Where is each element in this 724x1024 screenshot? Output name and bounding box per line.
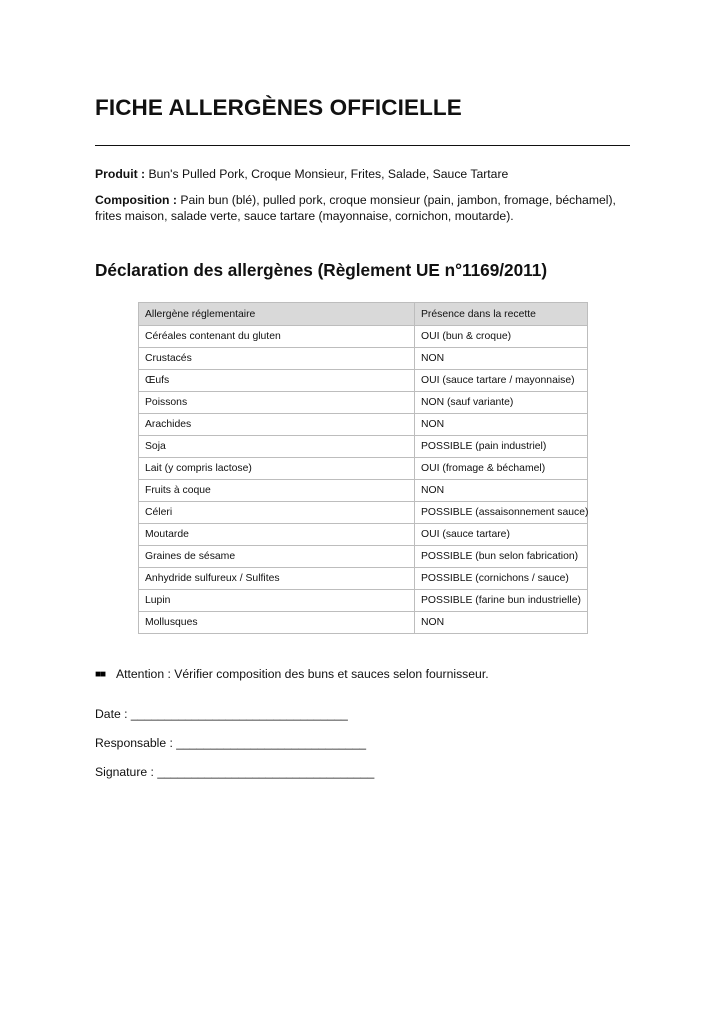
allergen-name-cell: Crustacés [139,348,415,370]
allergen-presence-cell: OUI (sauce tartare) [415,524,588,546]
allergen-presence-cell: NON [415,480,588,502]
composition-line [95,192,635,224]
produit-label: Produit : [95,167,146,181]
allergen-name-cell: Soja [139,436,415,458]
table-row [139,590,588,612]
signature-field: Signature : ________________________________ [95,765,375,779]
allergen-name-cell: Arachides [139,414,415,436]
allergen-table [138,302,588,634]
table-row [139,546,588,568]
table-row [139,436,588,458]
allergen-name-cell: Lupin [139,590,415,612]
allergen-presence-cell: OUI (sauce tartare / mayonnaise) [415,370,588,392]
allergen-name-cell: Céréales contenant du gluten [139,326,415,348]
attention-note [95,667,489,681]
attention-text: Attention : Vérifier composition des buns et sauces selon fournisseur. [116,667,489,681]
allergen-presence-cell: NON [415,414,588,436]
allergen-presence-cell: POSSIBLE (bun selon fabrication) [415,546,588,568]
table-row [139,480,588,502]
table-row [139,502,588,524]
allergen-presence-cell: POSSIBLE (farine bun industrielle) [415,590,588,612]
allergen-name-cell: Moutarde [139,524,415,546]
date-field: Date : ________________________________ [95,707,348,721]
allergen-name-cell: Céleri [139,502,415,524]
responsable-field: Responsable : ____________________________ [95,736,367,750]
table-row [139,370,588,392]
table-row [139,392,588,414]
table-row [139,458,588,480]
table-row [139,326,588,348]
allergen-name-cell: Lait (y compris lactose) [139,458,415,480]
allergen-presence-cell: NON [415,612,588,634]
allergen-name-cell: Fruits à coque [139,480,415,502]
allergen-presence-cell: NON (sauf variante) [415,392,588,414]
allergen-presence-cell: POSSIBLE (pain industriel) [415,436,588,458]
allergen-name-cell: Poissons [139,392,415,414]
allergen-name-cell: Graines de sésame [139,546,415,568]
allergen-presence-cell: OUI (bun & croque) [415,326,588,348]
document-title: FICHE ALLERGÈNES OFFICIELLE [95,95,462,120]
table-row [139,348,588,370]
allergen-presence-cell: OUI (fromage & béchamel) [415,458,588,480]
composition-value: Pain bun (blé), pulled pork, croque monsieur (pain, jambon, fromage, béchamel), frites maison, salade verte, sauce tartare (mayonnaise, cornichon, moutarde). [95,193,616,223]
produit-value: Bun's Pulled Pork, Croque Monsieur, Frites, Salade, Sauce Tartare [148,167,509,181]
allergen-presence-cell: POSSIBLE (assaisonnement sauce) [415,502,588,524]
table-header-allergene: Allergène réglementaire [139,303,415,326]
produit-line [95,166,635,182]
table-row [139,414,588,436]
allergen-presence-cell: NON [415,348,588,370]
table-row [139,612,588,634]
allergen-name-cell: Œufs [139,370,415,392]
warning-squares-icon: ■■ [95,668,106,680]
table-row [139,568,588,590]
table-header-presence: Présence dans la recette [415,303,588,326]
table-header-row [139,303,588,326]
title-underline [95,145,630,146]
table-row [139,524,588,546]
section-title: Déclaration des allergènes (Règlement UE n°1169/2011) [95,260,548,280]
allergen-presence-cell: POSSIBLE (cornichons / sauce) [415,568,588,590]
allergen-name-cell: Anhydride sulfureux / Sulfites [139,568,415,590]
allergen-name-cell: Mollusques [139,612,415,634]
composition-label: Composition : [95,193,177,207]
